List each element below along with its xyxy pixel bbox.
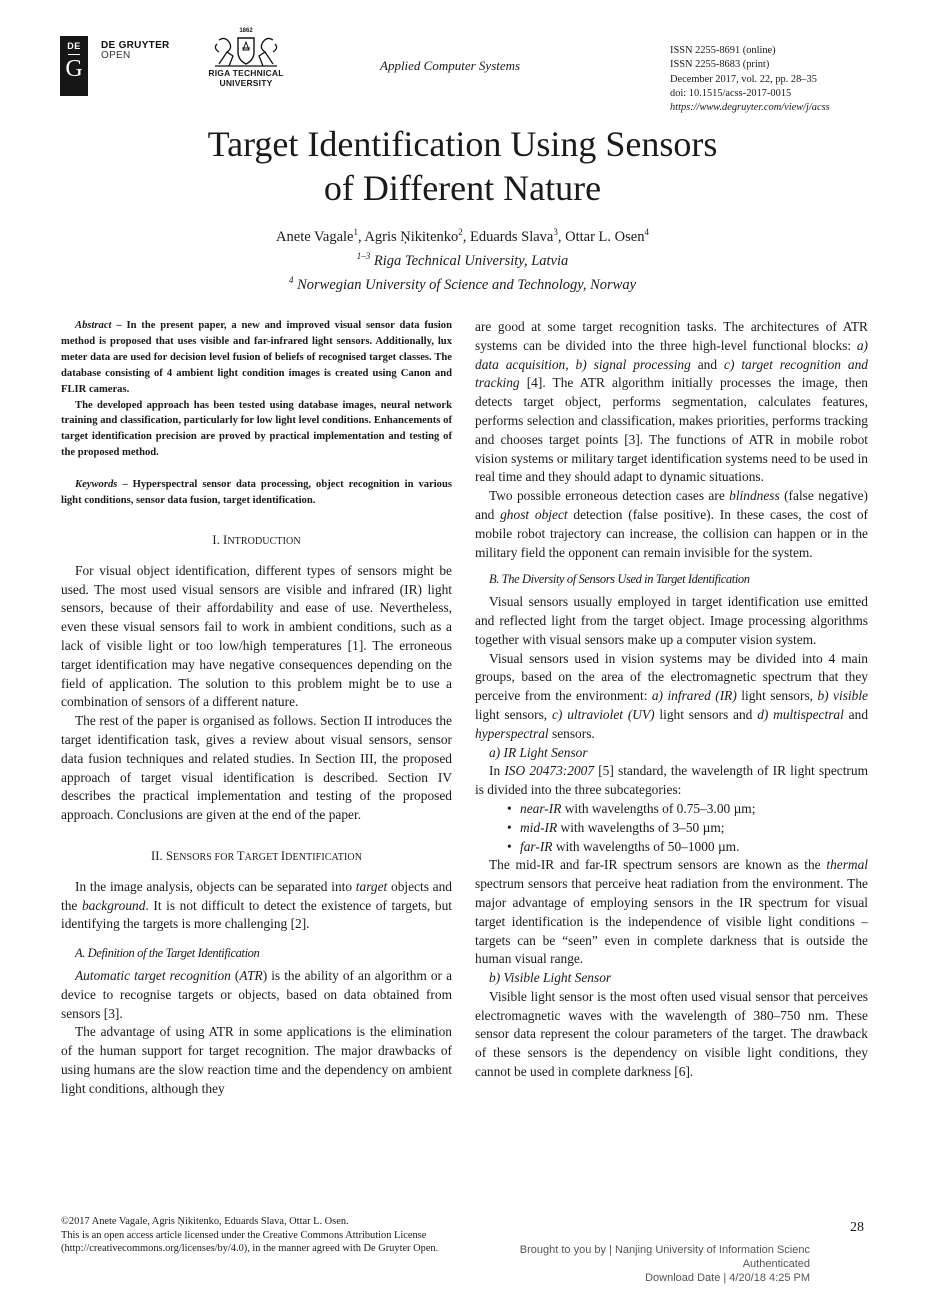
journal-name: Applied Computer Systems	[380, 58, 521, 73]
author: Anete Vagale	[276, 228, 354, 245]
page-number: 28	[850, 1220, 864, 1235]
riga-technical-university-logo: 1862 RIGA TECHNICAL UNIVERSITY	[208, 28, 284, 88]
list-item: • far-IR with wavelengths of 50–1000 µm.	[520, 838, 868, 857]
download-watermark: Brought to you by | Nanjing University of Information Scienc Authenticated Download Date | 4/20/18 4:25 PM	[519, 1244, 810, 1285]
right-column	[475, 318, 868, 1082]
issue-info: December 2017, vol. 22, pp. 28–35	[670, 73, 817, 85]
issn-print: ISSN 2255-8683 (print)	[670, 59, 770, 71]
paragraph: Visible light sensor is the most often used visual sensor that perceives electromagnetic waves with the wavelength of 380–750 nm. These sensor data represent the colour parameters of the target. The drawback of these sensors is the dependency on visible light conditions, they cannot be used in complete darkness [6].	[475, 988, 868, 1080]
doi: doi: 10.1515/acss-2017-0015	[670, 87, 792, 99]
author-block	[0, 223, 925, 294]
list-item: • near-IR with wavelengths of 0.75–3.00 µm;	[520, 800, 868, 819]
publisher-name: DE GRUYTER OPEN	[101, 40, 170, 61]
journal-info	[670, 44, 830, 115]
subsection-heading-b: B. The Diversity of Sensors Used in Target Identification	[489, 572, 750, 587]
journal-url-link[interactable]: https://www.degruyter.com/view/j/acss	[670, 102, 830, 114]
subsubsection-heading-visible: b) Visible Light Sensor	[489, 970, 612, 986]
paragraph: In the image analysis, objects can be separated into target objects and the background. It is not difficult to detect the existence of targets, but identifying the targets is more challenging [2].	[61, 878, 452, 932]
keywords: Keywords – Hyperspectral sensor data processing, object recognition in various light conditions, sensor data fusion, target identification.	[61, 479, 452, 507]
subsection-heading-a: A. Definition of the Target Identification	[75, 946, 260, 961]
author: Ottar L. Osen	[565, 228, 645, 245]
author-list: Anete Vagale$^1$, Agris Ņikitenko$^2$, Eduards Slava$^3$, Ottar L. Osen$^4$	[276, 227, 649, 245]
section-heading-introduction: I. INTRODUCTION	[212, 532, 301, 547]
ir-subcategory-list	[475, 800, 868, 856]
paragraph: Visual sensors used in vision systems may be divided into 4 main groups, based on the area of the electromagnetic spectrum that they perceive from the environment: a) infrared (IR) light sensors, b) visible light sensors, c) ultraviolet (UV) light sensors and d) multispectral and hyperspectral sensors.	[475, 650, 869, 741]
license-text: This is an open access article licensed under the Creative Commons Attribution License	[61, 1229, 427, 1241]
paragraph: The advantage of using ATR in some applications is the elimination of the human support for target recognition. The major drawbacks of using humans are the slow reaction time and the dependency on ambient light conditions, although they	[61, 1024, 452, 1096]
list-item: • mid-IR with wavelengths of 3–50 µm;	[520, 819, 868, 838]
issn-online: ISSN 2255-8691 (online)	[670, 45, 776, 56]
footer-license	[61, 1215, 438, 1256]
affiliation: $^{1-3}$ Riga Technical University, Latvia	[356, 250, 569, 269]
paragraph: In ISO 20473:2007 [5] standard, the wavelength of IR light spectrum is divided into the three subcategories:	[475, 763, 868, 798]
abstract: Abstract – In the present paper, a new and improved visual sensor data fusion method is proposed that uses visible and far-infrared light sensors. Additionally, lux meter data are used for decision level fusion of beliefs of recognised target classes. The database consisting of 4 ambient light condition images is created using Canon and FLIR cameras.	[61, 320, 452, 395]
abstract-paragraph: The developed approach has been tested using database images, neural network training and classification, particularly for low light level conditions. Enhancements of target identification precision are proved by practical implementation and testing of the proposed method.	[61, 399, 452, 459]
paragraph: For visual object identification, different types of sensors might be used. The most used visual sensors are visible and infrared (IR) light sensors, because of their affordability and ease of use. Nevertheless, even these visual sensors fail to work in ambient conditions, such as a lack of visible light or too low/high temperatures [1]. The erroneous target identification may have negative consequences depending on the field of application. The solution to this problem might be to use a combination of sensors of a different nature.	[61, 562, 452, 710]
paragraph: Two possible erroneous detection cases are blindness (false negative) and ghost object detection (false positive). In these cases, the cost of mobile robot trajectory can increase, the collision can happen or in the military field the opponent can remain invisible for the system.	[475, 488, 869, 560]
author: Agris Ņikitenko	[364, 228, 459, 245]
paragraph: are good at some target recognition tasks. The architectures of ATR systems can be divided into the three high-level functional blocks: a) data acquisition, b) signal processing and c) target recognition and tracking [4]. The ATR algorithm initially processes the image, then detects target object, performs segmentation, calculates features, performs selection and classification, makes priorities, performs tracking and chooses target points [3]. The functions of ATR in mobile robot vision systems or military target identification systems need to be used in real time and they should adapt to dynamic situations.	[475, 319, 868, 485]
paragraph: The mid-IR and far-IR spectrum sensors are known as the thermal spectrum sensors that perceive heat radiation from the environment. The major advantage of employing sensors in the IR spectrum for visual target identification is the independence of visible light conditions – targets can be “seen” even in complete darkness that is outside the human visual range.	[475, 857, 868, 967]
copyright: ©2017 Anete Vagale, Agris Ņikitenko, Eduards Slava, Ottar L. Osen.	[61, 1216, 349, 1227]
left-column	[61, 318, 452, 1098]
paragraph: Automatic target recognition (ATR) is the ability of an algorithm or a device to recognise targets or objects, based on data obtained from sensors [3].	[61, 967, 453, 1021]
author: Eduards Slava	[470, 228, 554, 245]
paper-title: Target Identification Using Sensors of Different Nature	[207, 124, 718, 208]
subsubsection-heading-ir: a) IR Light Sensor	[489, 744, 588, 760]
university-crest-icon	[211, 34, 281, 68]
section-heading-sensors: II. SENSORS FOR TARGET IDENTIFICATION	[150, 848, 363, 863]
de-gruyter-logo: DE G	[60, 36, 88, 96]
paragraph: Visual sensors usually employed in target identification use emitted and reflected light from the target object. Image processing algorithms together with visual sensors make up a computer vision system.	[475, 594, 868, 647]
license-url[interactable]: (http://creativecommons.org/licenses/by/4.0), in the manner agreed with De Gruyter Open.	[61, 1243, 439, 1255]
affiliation: $^4$ Norwegian University of Science and Technology, Norway	[288, 274, 637, 293]
paragraph: The rest of the paper is organised as follows. Section II introduces the target identification task, gives a review about visual sensors, sensor data fusion techniques and related studies. In Section III, the proposed approach of target visual identification is described. Section IV describes the practical implementation and testing of the proposed approach. Conclusions are given at the end of the paper.	[61, 713, 452, 823]
